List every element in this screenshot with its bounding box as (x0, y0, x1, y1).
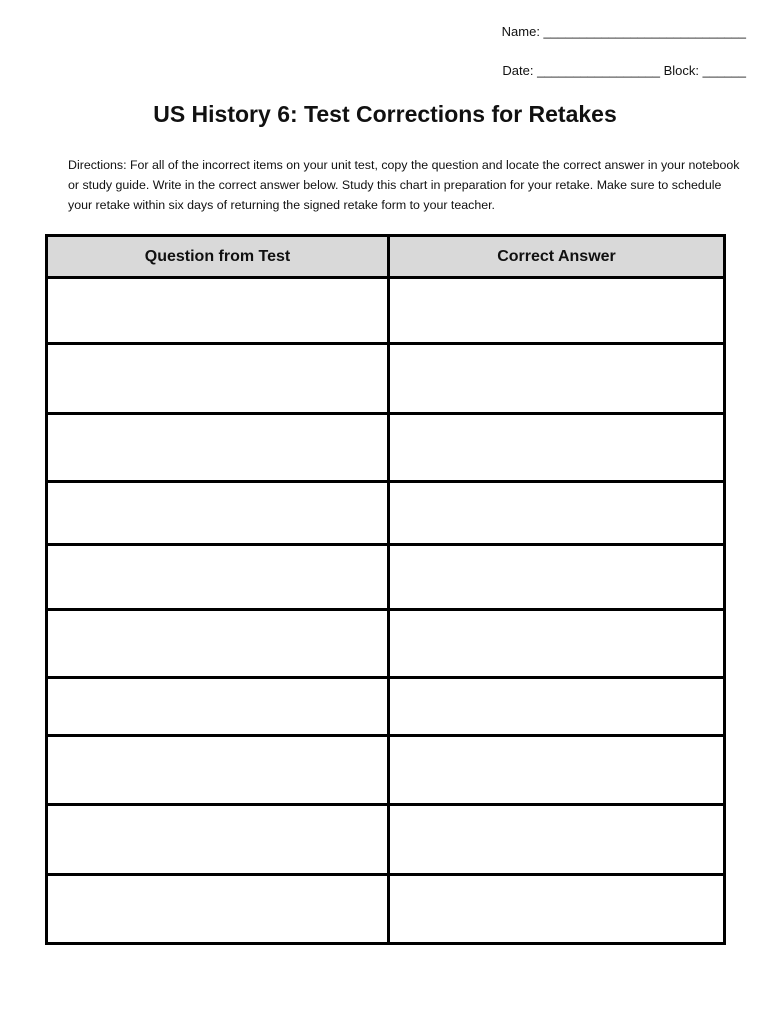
table-row (47, 481, 725, 544)
table-body (47, 278, 725, 944)
answer-cell[interactable] (389, 874, 725, 943)
table-row (47, 413, 725, 481)
question-cell[interactable] (47, 481, 389, 544)
table-row (47, 805, 725, 875)
table-row (47, 610, 725, 678)
corrections-table (45, 234, 726, 945)
question-cell[interactable] (47, 874, 389, 943)
question-cell[interactable] (47, 278, 389, 344)
answer-column-header: Correct Answer (389, 236, 725, 278)
name-field-line[interactable]: Name: ____________________________ (501, 24, 746, 39)
table-row (47, 678, 725, 736)
answer-cell[interactable] (389, 544, 725, 610)
question-cell[interactable] (47, 544, 389, 610)
table-row (47, 343, 725, 413)
answer-cell[interactable] (389, 278, 725, 344)
answer-cell[interactable] (389, 736, 725, 805)
answer-cell[interactable] (389, 678, 725, 736)
answer-cell[interactable] (389, 805, 725, 875)
answer-cell[interactable] (389, 610, 725, 678)
question-cell[interactable] (47, 343, 389, 413)
table-header-row (47, 236, 725, 278)
question-column-header: Question from Test (47, 236, 389, 278)
table-row (47, 874, 725, 943)
date-block-field-line[interactable]: Date: _________________ Block: ______ (502, 63, 746, 78)
table-row (47, 544, 725, 610)
answer-cell[interactable] (389, 481, 725, 544)
question-cell[interactable] (47, 610, 389, 678)
answer-cell[interactable] (389, 413, 725, 481)
table-row (47, 736, 725, 805)
question-cell[interactable] (47, 736, 389, 805)
answer-cell[interactable] (389, 343, 725, 413)
question-cell[interactable] (47, 413, 389, 481)
directions-text: Directions: For all of the incorrect items on your unit test, copy the question and locate the correct answer in your notebook or study guide. Write in the correct answer below. Study this chart in preparation for your retake. Make sure to schedule your retake within six days of returning the signed retake form to your teacher. (68, 158, 740, 212)
question-cell[interactable] (47, 678, 389, 736)
table-row (47, 278, 725, 344)
question-cell[interactable] (47, 805, 389, 875)
page-title: US History 6: Test Corrections for Retakes (153, 101, 617, 127)
